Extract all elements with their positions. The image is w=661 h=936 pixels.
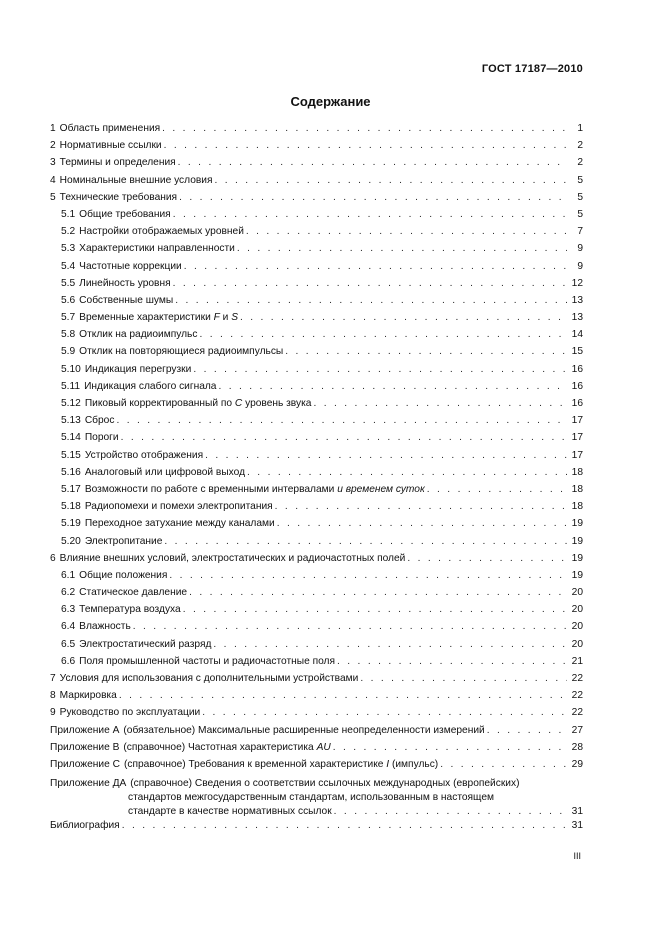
toc-entry-number: 5.11	[61, 380, 81, 392]
toc-entry[interactable]	[50, 604, 583, 621]
toc-entry-number: 5.13	[61, 415, 81, 427]
toc-entry-text: Настройки отображаемых уровней	[79, 226, 244, 238]
toc-entry-number: 5.6	[61, 294, 76, 306]
dot-leader	[487, 725, 567, 737]
dot-leader	[285, 346, 567, 358]
toc-entry-text: Возможности по работе с временными интервалами	[84, 483, 338, 495]
toc-entry-page: 2	[577, 140, 583, 152]
toc-entry-number: 6.1	[61, 569, 76, 581]
toc-entry-text: Поля промышленной частоты и радиочастотные поля	[79, 655, 336, 667]
toc-entry[interactable]	[50, 364, 583, 381]
toc-entry-page: 2	[577, 157, 583, 169]
toc-entry-italic: S	[231, 312, 238, 324]
toc-entry[interactable]	[50, 398, 583, 415]
dot-leader	[179, 192, 567, 204]
toc-title: Содержание	[290, 94, 371, 109]
dot-leader	[237, 243, 567, 255]
toc-entry-label	[61, 570, 167, 582]
toc-entry-label	[61, 381, 216, 393]
toc-entry-number: 5.14	[61, 432, 81, 444]
toc-entry-page: 18	[571, 501, 583, 513]
toc-entry-text: Электростатический разряд	[79, 638, 212, 650]
toc-entry-number: 3	[50, 157, 56, 169]
dot-leader	[133, 621, 567, 633]
toc-entry-number: 2	[50, 140, 56, 152]
toc-entry-page: 15	[571, 346, 583, 358]
toc-entry-label	[50, 690, 117, 702]
toc-entry-label	[61, 484, 425, 496]
toc-entry-page: 22	[571, 707, 583, 719]
toc-entry-number: 9	[50, 707, 56, 719]
toc-entry-number: 5.18	[61, 501, 81, 513]
toc-entry-label	[61, 312, 238, 324]
page-number: III	[573, 851, 581, 861]
toc-entry-text: Пиковый корректированный по	[84, 398, 235, 409]
toc-entry-page: 28	[571, 741, 583, 753]
toc-entry-page: 14	[571, 329, 583, 341]
toc-entry-page: 7	[577, 226, 583, 238]
toc-entry-text: Аналоговый или цифровой выход	[84, 466, 246, 478]
toc-entry-page: 19	[571, 552, 583, 564]
toc-entry-text: Библиография	[50, 820, 120, 832]
dot-leader	[427, 484, 567, 496]
toc-entry-italic: F	[213, 312, 220, 324]
table-of-contents	[50, 123, 583, 837]
dot-leader	[184, 261, 567, 273]
toc-entry-text: Область применения	[59, 123, 161, 134]
toc-entry[interactable]	[50, 175, 583, 192]
toc-entry-page: 18	[571, 483, 583, 495]
toc-entry-page: 12	[571, 277, 583, 289]
toc-entry-text: Частотные коррекции	[79, 260, 182, 272]
toc-entry-number: 5.8	[61, 329, 76, 341]
dot-leader	[246, 226, 567, 238]
toc-entry[interactable]	[50, 690, 583, 707]
toc-entry-number: 6.3	[61, 604, 76, 616]
dot-leader	[334, 805, 567, 819]
toc-entry-text: Устройство отображения	[84, 449, 204, 461]
toc-entry-text: Характеристики направленности	[79, 243, 235, 255]
toc-entry-label	[61, 278, 171, 290]
toc-entry-text-cont: (импульс)	[389, 758, 439, 770]
dot-leader	[360, 673, 567, 685]
toc-entry-number: 5	[50, 191, 56, 203]
annex-da-line-2: стандартов межгосударственным стандартам, использованным в настоящем	[128, 792, 494, 804]
toc-entry[interactable]	[50, 621, 583, 638]
toc-entry-page: 19	[571, 569, 583, 581]
toc-entry-page: 31	[571, 806, 583, 818]
toc-entry-label	[61, 432, 119, 444]
toc-entry-number: 5.19	[61, 518, 81, 530]
dot-leader	[178, 157, 567, 169]
toc-entry[interactable]	[50, 759, 583, 776]
toc-entry-label	[61, 501, 273, 513]
toc-entry-page: 20	[571, 604, 583, 616]
toc-entry-label	[61, 621, 131, 633]
toc-entry-page: 16	[571, 398, 583, 409]
toc-entry[interactable]	[50, 742, 583, 759]
toc-entry-annex-da[interactable]	[50, 777, 583, 819]
toc-entry[interactable]	[50, 553, 583, 570]
toc-entry-number: 5.3	[61, 243, 76, 255]
toc-entry[interactable]	[50, 518, 583, 535]
toc-entry-label	[50, 553, 405, 565]
toc-entry-label	[61, 364, 191, 376]
toc-entry-number: 6.2	[61, 587, 76, 599]
toc-entry-number: 5.20	[61, 535, 81, 547]
dot-leader	[189, 587, 567, 599]
toc-entry-page: 17	[571, 449, 583, 461]
dot-leader	[202, 707, 567, 719]
toc-entry[interactable]	[50, 278, 583, 295]
toc-entry[interactable]	[50, 673, 583, 690]
toc-entry-label	[61, 398, 311, 410]
toc-entry-text-cont: уровень звука	[242, 398, 312, 409]
toc-entry-text: Термины и определения	[59, 157, 176, 169]
toc-entry-label	[50, 123, 160, 135]
toc-entry-text: Руководство по эксплуатации	[59, 707, 201, 719]
dot-leader	[337, 656, 567, 668]
toc-entry[interactable]	[50, 639, 583, 656]
toc-entry-number: Приложение ДА	[50, 778, 127, 790]
toc-entry-page: 16	[571, 380, 583, 392]
toc-entry[interactable]	[50, 484, 583, 501]
toc-entry-page: 9	[577, 243, 583, 255]
toc-entry[interactable]	[50, 656, 583, 673]
dot-leader	[164, 140, 567, 152]
toc-entry-page: 20	[571, 638, 583, 650]
dot-leader	[218, 381, 567, 393]
toc-entry-italic: AU	[316, 741, 331, 753]
toc-entry-number: Приложение С	[50, 758, 120, 770]
toc-entry[interactable]	[50, 312, 583, 329]
toc-entry-text: Общие положения	[79, 569, 168, 581]
toc-entry-page: 17	[571, 415, 583, 427]
toc-entry-label	[61, 656, 335, 668]
toc-entry[interactable]	[50, 587, 583, 604]
dot-leader	[122, 820, 567, 832]
dot-leader	[121, 432, 567, 444]
toc-entry-number: 6.6	[61, 655, 76, 667]
toc-entry-label	[50, 157, 176, 169]
toc-entry-page: 22	[571, 673, 583, 684]
toc-entry[interactable]	[50, 381, 583, 398]
toc-entry[interactable]	[50, 226, 583, 243]
toc-entry-number: 5.1	[61, 208, 76, 220]
toc-entry-label	[61, 639, 211, 651]
dot-leader	[333, 742, 567, 754]
toc-entry-page: 19	[571, 518, 583, 530]
dot-leader	[183, 604, 567, 616]
toc-entry-label	[61, 209, 171, 221]
toc-entry-page: 1	[577, 123, 583, 134]
toc-entry-label	[61, 295, 173, 307]
toc-entry[interactable]	[50, 346, 583, 363]
annex-da-first-line	[50, 777, 583, 791]
toc-entry-text: Номинальные внешние условия	[59, 174, 213, 186]
toc-entry-number: 4	[50, 174, 56, 186]
toc-entry[interactable]	[50, 707, 583, 724]
toc-entry-text: Пороги	[84, 432, 119, 444]
toc-entry-label	[50, 175, 212, 187]
toc-entry-italic: C	[234, 398, 243, 409]
toc-entry-label	[50, 742, 331, 754]
dot-leader	[240, 312, 567, 324]
toc-entry-text: Радиопомехи и помехи электропитания	[84, 501, 273, 513]
toc-entry-text: Технические требования	[59, 191, 178, 203]
toc-entry-page: 5	[577, 208, 583, 220]
toc-entry-text: Условия для использования с дополнительными устройствами	[59, 673, 359, 684]
toc-entry-number: Приложение А	[50, 724, 120, 736]
toc-entry-text: Влажность	[79, 621, 131, 633]
toc-entry-page: 19	[571, 535, 583, 547]
toc-entry-text: (обязательное) Максимальные расширенные неопределенности измерений	[123, 724, 485, 736]
toc-entry-page: 17	[571, 432, 583, 444]
toc-entry-page: 18	[571, 466, 583, 478]
toc-entry-text: Влияние внешних условий, электростатических и радиочастотных полей	[59, 552, 406, 564]
toc-entry-number: 5.2	[61, 226, 76, 238]
toc-entry-label	[61, 518, 275, 530]
annex-da-line-3	[50, 805, 583, 819]
toc-entry-text: Электропитание	[84, 535, 163, 547]
toc-entry-text: Сброс	[84, 415, 115, 427]
toc-entry-number: 5.9	[61, 346, 76, 358]
toc-entry-label	[61, 467, 245, 479]
toc-entry[interactable]	[50, 467, 583, 484]
toc-entry[interactable]	[50, 432, 583, 449]
toc-entry-number: 5.15	[61, 449, 81, 461]
dot-leader	[214, 175, 567, 187]
toc-entry-number: 5.10	[61, 363, 81, 375]
dot-leader	[205, 450, 567, 462]
dot-leader	[213, 639, 567, 651]
toc-entry[interactable]	[50, 295, 583, 312]
dot-leader	[193, 364, 567, 376]
toc-entry[interactable]	[50, 329, 583, 346]
dot-leader	[275, 501, 567, 513]
toc-entry-text: Отклик на радиоимпульс	[79, 329, 198, 341]
dot-leader	[175, 295, 567, 307]
toc-entry-page: 31	[571, 820, 583, 832]
toc-entry-text: Переходное затухание между каналами	[84, 518, 275, 530]
toc-entry-text: Собственные шумы	[79, 294, 174, 306]
toc-entry-label	[61, 243, 235, 255]
dot-leader	[116, 415, 567, 427]
toc-entry-number: 5.4	[61, 260, 76, 272]
toc-entry-label	[61, 604, 181, 616]
toc-entry[interactable]	[50, 123, 583, 140]
toc-entry-page: 5	[577, 191, 583, 203]
toc-entry[interactable]	[50, 140, 583, 157]
toc-entry-number: 5.12	[61, 398, 81, 409]
toc-entry-label	[50, 673, 358, 685]
toc-entry-label	[61, 587, 187, 599]
toc-entry-number: 6.5	[61, 638, 76, 650]
toc-entry-label	[61, 450, 203, 462]
toc-entry[interactable]	[50, 209, 583, 226]
toc-entry-text: Нормативные ссылки	[59, 140, 162, 152]
toc-entry[interactable]	[50, 243, 583, 260]
toc-entry[interactable]	[50, 157, 583, 174]
toc-entry-text: Индикация слабого сигнала	[84, 380, 217, 392]
toc-entry-page: 22	[571, 690, 583, 702]
toc-entry-page: 13	[571, 294, 583, 306]
toc-entry-bibliography[interactable]	[50, 820, 583, 837]
toc-entry[interactable]	[50, 192, 583, 209]
toc-entry-text: Статическое давление	[79, 587, 188, 599]
toc-entry-text: Температура воздуха	[79, 604, 181, 616]
dot-leader	[162, 123, 567, 135]
toc-entry-text-cont: и	[219, 312, 232, 324]
toc-entry[interactable]	[50, 570, 583, 587]
toc-entry-number: 5.5	[61, 277, 76, 289]
toc-entry-label	[50, 759, 438, 771]
toc-entry-italic: и временем суток	[337, 483, 425, 495]
dot-leader	[407, 553, 567, 565]
toc-entry-text: (справочное) Частотная характеристика	[123, 741, 317, 753]
toc-entry[interactable]	[50, 536, 583, 553]
toc-entry-page: 20	[571, 587, 583, 599]
dot-leader	[169, 570, 567, 582]
dot-leader	[173, 209, 567, 221]
toc-entry-page: 13	[571, 312, 583, 324]
toc-entry-label	[61, 329, 197, 341]
toc-entry[interactable]	[50, 501, 583, 518]
toc-entry-text: (справочное) Требования к временной характеристике	[123, 758, 387, 770]
dot-leader	[277, 518, 567, 530]
toc-entry[interactable]	[50, 415, 583, 432]
toc-entry-page: 21	[571, 655, 583, 667]
toc-entry-label	[50, 192, 177, 204]
toc-entry-number: 6.4	[61, 621, 76, 633]
toc-entry-number: 7	[50, 673, 56, 684]
toc-entry-label	[50, 707, 200, 719]
toc-entry-text: Линейность уровня	[79, 277, 171, 289]
toc-entry-text: (справочное) Сведения о соответствии ссылочных международных (европейских)	[130, 778, 520, 790]
toc-entry-label	[50, 140, 162, 152]
dot-leader	[173, 278, 567, 290]
toc-entry-page: 5	[577, 174, 583, 186]
toc-entry-page: 29	[571, 758, 583, 770]
toc-entry-page: 20	[571, 621, 583, 633]
toc-entry-page: 9	[577, 260, 583, 272]
toc-entry[interactable]	[50, 450, 583, 467]
dot-leader	[119, 690, 567, 702]
toc-entry[interactable]	[50, 725, 583, 742]
toc-entry-number: 5.17	[61, 483, 81, 495]
toc-entry-number: 5.16	[61, 466, 81, 478]
toc-entry-number: 5.7	[61, 312, 76, 324]
toc-entry[interactable]	[50, 261, 583, 278]
dot-leader	[313, 398, 567, 410]
toc-entry-label	[61, 261, 182, 273]
dot-leader	[440, 759, 567, 771]
document-code: ГОСТ 17187—2010	[481, 63, 583, 75]
toc-entry-text: Маркировка	[59, 690, 117, 702]
dot-leader	[199, 329, 567, 341]
toc-entry-number: 1	[50, 123, 56, 134]
toc-entry-text: Временные характеристики	[79, 312, 214, 324]
dot-leader	[164, 536, 567, 548]
toc-entry-page: 16	[571, 363, 583, 375]
toc-entry-number: Приложение В	[50, 741, 120, 753]
toc-entry-number: 6	[50, 552, 56, 564]
dot-leader	[247, 467, 567, 479]
toc-entry-label	[61, 226, 244, 238]
toc-entry-label	[61, 415, 114, 427]
toc-entry-text: Отклик на повторяющиеся радиоимпульсы	[79, 346, 284, 358]
toc-entry-label	[61, 536, 162, 548]
toc-entry-italic: I	[386, 758, 390, 770]
toc-entry-page: 27	[571, 724, 583, 736]
toc-entry-number: 8	[50, 690, 56, 702]
toc-entry-text: Общие требования	[79, 208, 171, 220]
toc-entry-text: Индикация перегрузки	[84, 363, 192, 375]
toc-entry-text: стандарте в качестве нормативных ссылок	[128, 806, 332, 818]
toc-entry-label	[50, 725, 485, 737]
toc-entry-label	[61, 346, 283, 358]
